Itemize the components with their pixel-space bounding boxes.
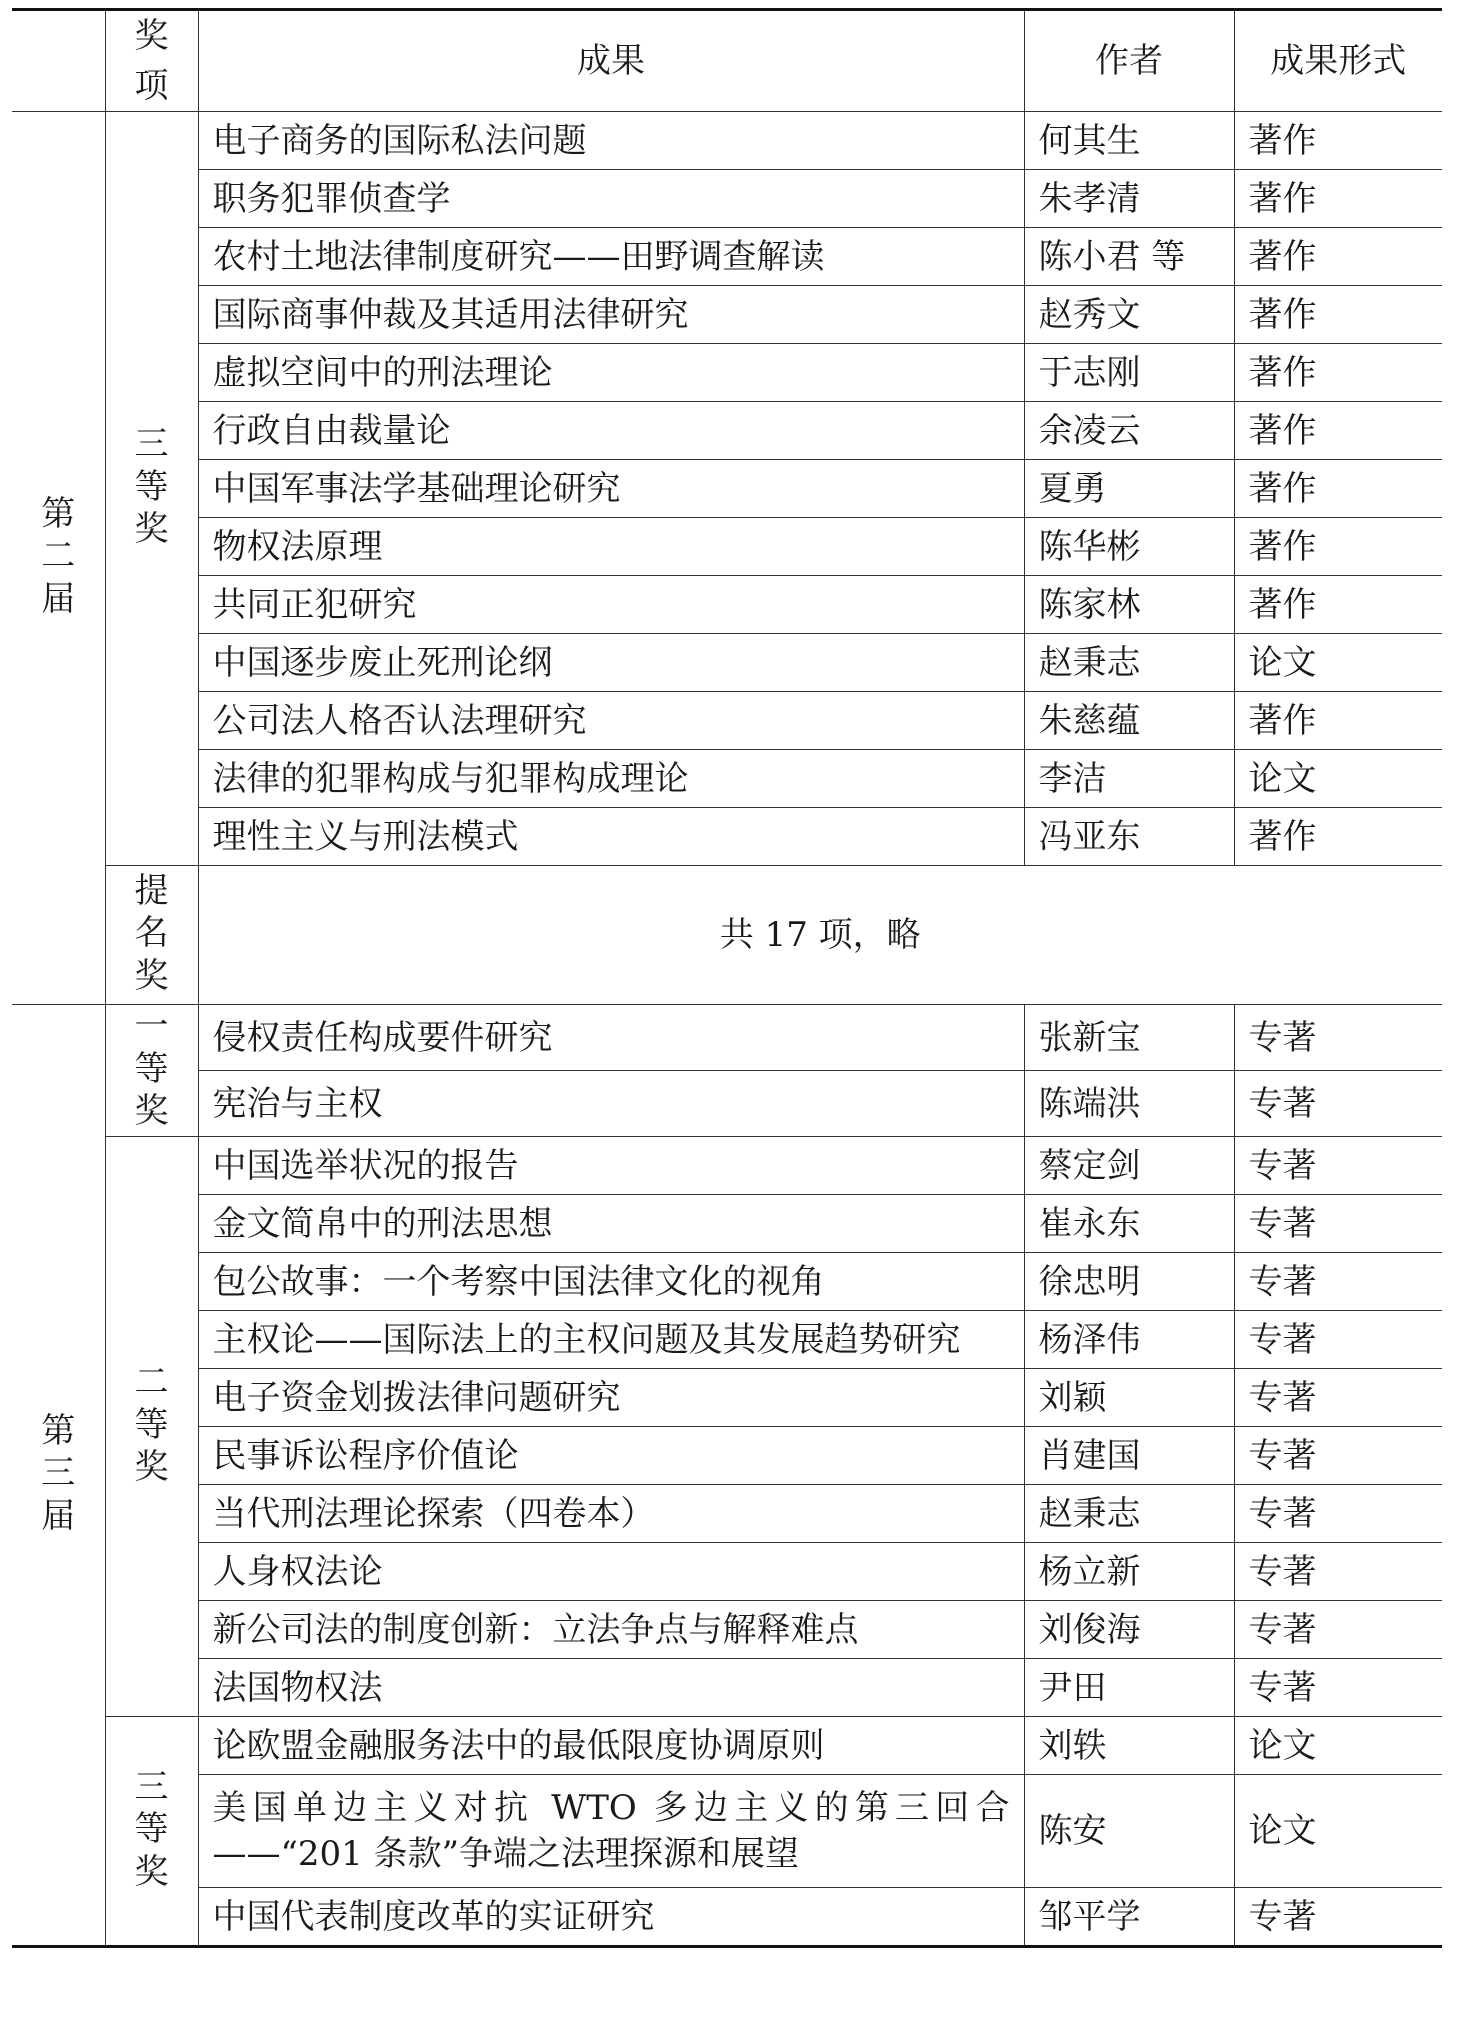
title-cell: 民事诉讼程序价值论 (198, 1427, 1024, 1485)
title-cell: 物权法原理 (198, 518, 1024, 576)
author-cell: 陈家林 (1024, 576, 1234, 634)
form-cell: 著作 (1234, 344, 1442, 402)
edition-label: 第二届 (41, 493, 76, 619)
author-cell: 刘俊海 (1024, 1601, 1234, 1659)
table-row (12, 1543, 1442, 1601)
author-cell: 邹平学 (1024, 1888, 1234, 1947)
form-cell: 著作 (1234, 808, 1442, 866)
form-cell: 专著 (1234, 1659, 1442, 1717)
header-form: 成果形式 (1234, 10, 1442, 112)
author-cell: 刘轶 (1024, 1717, 1234, 1775)
table-row (12, 1601, 1442, 1659)
title-cell: 公司法人格否认法理研究 (198, 692, 1024, 750)
table-row (12, 1775, 1442, 1888)
form-cell: 论文 (1234, 1775, 1442, 1888)
table-row (12, 228, 1442, 286)
prize-cell (105, 866, 198, 1005)
header-edition (12, 10, 105, 112)
awards-table (12, 8, 1442, 1948)
table-row (12, 1005, 1442, 1071)
header-author: 作者 (1024, 10, 1234, 112)
table-row (12, 1311, 1442, 1369)
title-cell: 中国选举状况的报告 (198, 1137, 1024, 1195)
title-cell: 人身权法论 (198, 1543, 1024, 1601)
author-cell: 李洁 (1024, 750, 1234, 808)
title-cell: 金文简帛中的刑法思想 (198, 1195, 1024, 1253)
form-cell: 专著 (1234, 1253, 1442, 1311)
form-cell: 著作 (1234, 112, 1442, 170)
form-cell: 著作 (1234, 286, 1442, 344)
title-cell: 电子商务的国际私法问题 (198, 112, 1024, 170)
author-cell: 崔永东 (1024, 1195, 1234, 1253)
author-cell: 陈端洪 (1024, 1071, 1234, 1137)
table-row (12, 576, 1442, 634)
table-row (12, 1137, 1442, 1195)
header-prize: 奖项 (105, 10, 198, 112)
table-row (12, 286, 1442, 344)
form-cell: 论文 (1234, 634, 1442, 692)
author-cell: 朱慈蕴 (1024, 692, 1234, 750)
prize-label: 三等奖 (134, 424, 169, 549)
author-cell: 赵秉志 (1024, 1485, 1234, 1543)
title-cell: 中国逐步废止死刑论纲 (198, 634, 1024, 692)
title-cell: 宪治与主权 (198, 1071, 1024, 1137)
nomination-row (12, 866, 1442, 1005)
form-cell: 著作 (1234, 576, 1442, 634)
author-cell: 于志刚 (1024, 344, 1234, 402)
author-cell: 肖建国 (1024, 1427, 1234, 1485)
form-cell: 论文 (1234, 1717, 1442, 1775)
author-cell: 陈小君 等 (1024, 228, 1234, 286)
form-cell: 专著 (1234, 1485, 1442, 1543)
form-cell: 专著 (1234, 1543, 1442, 1601)
table-row (12, 1195, 1442, 1253)
form-cell: 专著 (1234, 1888, 1442, 1947)
table-row (12, 1253, 1442, 1311)
prize-label: 三等奖 (134, 1766, 169, 1892)
author-cell: 赵秉志 (1024, 634, 1234, 692)
form-cell: 专著 (1234, 1369, 1442, 1427)
form-cell: 论文 (1234, 750, 1442, 808)
prize-cell (105, 112, 198, 866)
author-cell: 冯亚东 (1024, 808, 1234, 866)
table-row (12, 1369, 1442, 1427)
author-cell: 尹田 (1024, 1659, 1234, 1717)
form-cell: 著作 (1234, 460, 1442, 518)
table-row (12, 518, 1442, 576)
prize-label: 提名奖 (134, 870, 169, 996)
title-cell: 侵权责任构成要件研究 (198, 1005, 1024, 1071)
author-cell: 陈华彬 (1024, 518, 1234, 576)
title-cell: 国际商事仲裁及其适用法律研究 (198, 286, 1024, 344)
author-cell: 刘颖 (1024, 1369, 1234, 1427)
title-cell: 当代刑法理论探索（四卷本） (198, 1485, 1024, 1543)
title-cell: 法国物权法 (198, 1659, 1024, 1717)
title-cell: 主权论——国际法上的主权问题及其发展趋势研究 (198, 1311, 1024, 1369)
form-cell: 著作 (1234, 402, 1442, 460)
edition-label: 第三届 (41, 1410, 76, 1536)
table-row (12, 692, 1442, 750)
author-cell: 陈安 (1024, 1775, 1234, 1888)
edition-cell (12, 112, 105, 1005)
author-cell: 余凌云 (1024, 402, 1234, 460)
table-row (12, 170, 1442, 228)
title-cell: 包公故事：一个考察中国法律文化的视角 (198, 1253, 1024, 1311)
title-cell: 电子资金划拨法律问题研究 (198, 1369, 1024, 1427)
table-row (12, 1717, 1442, 1775)
prize-cell (105, 1717, 198, 1947)
title-cell: 美国单边主义对抗 WTO 多边主义的第三回合——“201 条款”争端之法理探源和展望 (198, 1775, 1024, 1888)
title-cell: 行政自由裁量论 (198, 402, 1024, 460)
form-cell: 专著 (1234, 1195, 1442, 1253)
table-row (12, 460, 1442, 518)
form-cell: 著作 (1234, 518, 1442, 576)
table-row (12, 1071, 1442, 1137)
table-row (12, 402, 1442, 460)
author-cell: 杨泽伟 (1024, 1311, 1234, 1369)
form-cell: 专著 (1234, 1311, 1442, 1369)
table-row (12, 344, 1442, 402)
title-cell: 虚拟空间中的刑法理论 (198, 344, 1024, 402)
title-cell: 中国军事法学基础理论研究 (198, 460, 1024, 518)
title-cell: 中国代表制度改革的实证研究 (198, 1888, 1024, 1947)
table-row (12, 1659, 1442, 1717)
form-cell: 专著 (1234, 1005, 1442, 1071)
form-cell: 专著 (1234, 1427, 1442, 1485)
title-cell: 理性主义与刑法模式 (198, 808, 1024, 866)
table-row (12, 634, 1442, 692)
form-cell: 专著 (1234, 1137, 1442, 1195)
author-cell: 夏勇 (1024, 460, 1234, 518)
prize-label: 二等奖 (134, 1362, 169, 1487)
form-cell: 著作 (1234, 170, 1442, 228)
table-row (12, 112, 1442, 170)
author-cell: 张新宝 (1024, 1005, 1234, 1071)
author-cell: 徐忠明 (1024, 1253, 1234, 1311)
header-row (12, 10, 1442, 112)
title-cell: 共同正犯研究 (198, 576, 1024, 634)
table-row (12, 1427, 1442, 1485)
form-cell: 著作 (1234, 228, 1442, 286)
table-row (12, 1888, 1442, 1947)
author-cell: 蔡定剑 (1024, 1137, 1234, 1195)
header-title: 成果 (198, 10, 1024, 112)
prize-cell (105, 1005, 198, 1137)
form-cell: 著作 (1234, 692, 1442, 750)
prize-label: 一等奖 (134, 1006, 169, 1131)
prize-cell (105, 1137, 198, 1717)
form-cell: 专著 (1234, 1071, 1442, 1137)
title-cell: 论欧盟金融服务法中的最低限度协调原则 (198, 1717, 1024, 1775)
title-cell: 新公司法的制度创新：立法争点与解释难点 (198, 1601, 1024, 1659)
nomination-note: 共 17 项，略 (198, 866, 1442, 1005)
author-cell: 何其生 (1024, 112, 1234, 170)
edition-cell (12, 1005, 105, 1947)
title-cell: 职务犯罪侦查学 (198, 170, 1024, 228)
table-row (12, 1485, 1442, 1543)
table-row (12, 808, 1442, 866)
title-cell: 农村土地法律制度研究——田野调查解读 (198, 228, 1024, 286)
table-row (12, 750, 1442, 808)
author-cell: 朱孝清 (1024, 170, 1234, 228)
title-cell: 法律的犯罪构成与犯罪构成理论 (198, 750, 1024, 808)
author-cell: 赵秀文 (1024, 286, 1234, 344)
author-cell: 杨立新 (1024, 1543, 1234, 1601)
table-body (12, 112, 1442, 1947)
form-cell: 专著 (1234, 1601, 1442, 1659)
